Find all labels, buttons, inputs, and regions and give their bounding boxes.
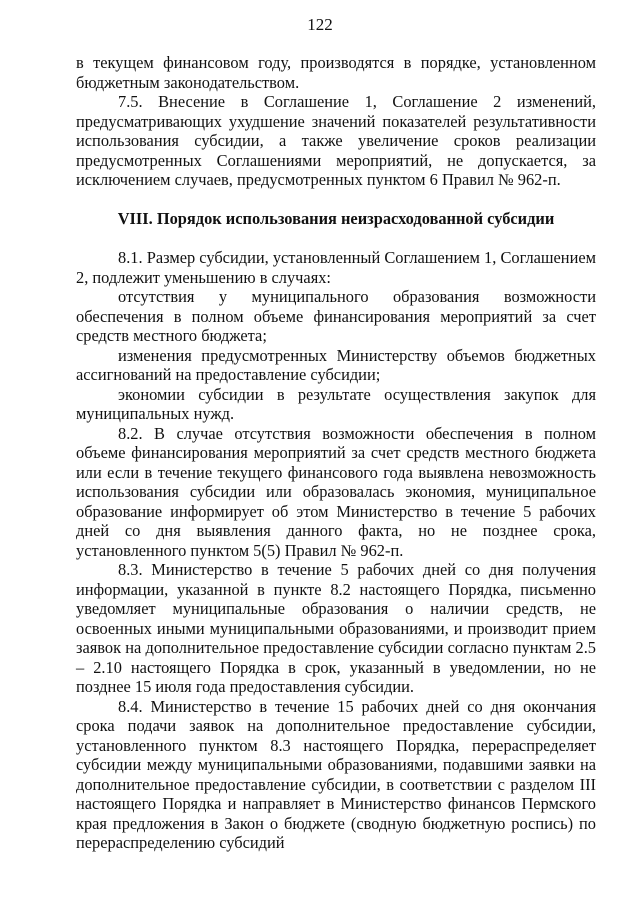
- page-body: [76, 92, 596, 190]
- page-body: [76, 209, 596, 229]
- section-heading: VIII. Порядок использования неизрасходованной субсидии: [117, 209, 555, 228]
- page-number: 122: [307, 15, 333, 34]
- page-body: [76, 53, 596, 92]
- paragraph-8-1: 8.1. Размер субсидии, установленный Соглашением 1, Соглашением 2, подлежит уменьшению в случаях:: [76, 248, 596, 287]
- paragraph-8-1-case-1: отсутствия у муниципального образования возможности обеспечения в полном объеме финансирования мероприятий за счет средств местного бюджета;: [76, 287, 596, 345]
- paragraph-7-5: 7.5. Внесение в Соглашение 1, Соглашение 2 изменений, предусматривающих ухудшение значений показателей результативности использования субсидии, а также увеличение сроков реализации предусмотренных Соглашениями мероприятий, не допускается, за исключением случаев, предусмотренных пунктом 6 Правил № 962-п.: [76, 92, 596, 189]
- paragraph-8-2: 8.2. В случае отсутствия возможности обеспечения в полном объеме финансирования мероприятий за счет средств местного бюджета или если в течение текущего финансового года выявлена невозможность использования субсидии или образовалась экономия, муниципальное образование информирует об этом Министерство в течение 5 рабочих дней со дня выявления данного факта, но не позднее срока, установленного пунктом 5(5) Правил № 962-п.: [76, 423, 596, 560]
- page-body: [76, 248, 596, 853]
- paragraph-continuation: в текущем финансовом году, производятся в порядке, установленном бюджетным законодательством.: [76, 53, 596, 92]
- paragraph-8-4: 8.4. Министерство в течение 15 рабочих дней со дня окончания срока подачи заявок на дополнительное предоставление субсидии, установленного пунктом 8.3 настоящего Порядка, перераспределяет субсидии между муниципальными образованиями, подавшими заявки на дополнительное предоставление субсидии, в соответствии с разделом III настоящего Порядка и направляет в Министерство финансов Пермского края предложения в Закон о бюджете (сводную бюджетную роспись) по перераспределению субсидий: [76, 696, 596, 852]
- paragraph-8-1-case-2: изменения предусмотренных Министерству объемов бюджетных ассигнований на предоставление субсидии;: [76, 345, 596, 384]
- paragraph-8-3: 8.3. Министерство в течение 5 рабочих дней со дня получения информации, указанной в пункте 8.2 настоящего Порядка, письменно уведомляет муниципальные образования о наличии средств, не освоенных иными муниципальными образованиями, и производит прием заявок на дополнительное предоставление субсидии согласно пунктам 2.5 – 2.10 настоящего Порядка в срок, указанный в уведомлении, но не позднее 15 июля года предоставления субсидии.: [76, 560, 596, 696]
- paragraph-8-1-case-3: экономии субсидии в результате осуществления закупок для муниципальных нужд.: [76, 384, 596, 423]
